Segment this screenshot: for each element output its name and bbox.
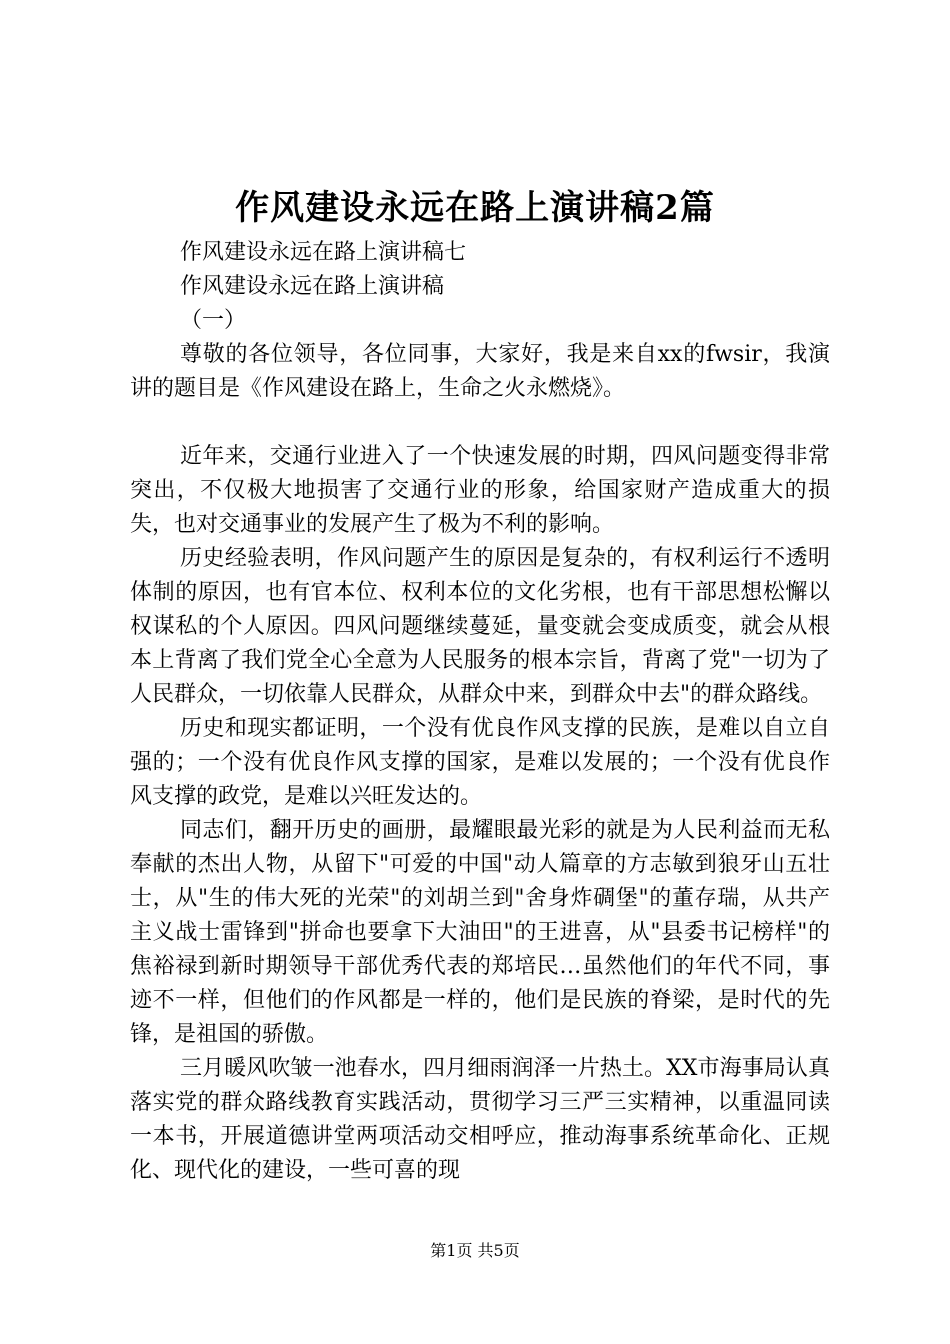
paragraph: 同志们，翻开历史的画册，最耀眼最光彩的就是为人民利益而无私奉献的杰出人物，从留下"可爱的中国"动人篇章的方志敏到狼牙山五壮士，从"生的伟大死的光荣"的刘胡兰到"舍身炸碉堡"的董存瑞，从共产主义战士雷锋到"拼命也要拿下大油田"的王进喜，从"县委书记榜样"的焦裕禄到新时期领导干部优秀代表的郑培民…虽然他们的年代不同，事迹不一样，但他们的作风都是一样的，他们是民族的脊梁，是时代的先锋，是祖国的骄傲。 — [130, 818, 830, 1047]
paragraph: 历史经验表明，作风问题产生的原因是复杂的，有权利运行不透明体制的原因，也有官本位、权利本位的文化劣根，也有干部思想松懈以权谋私的个人原因。四风问题继续蔓延，量变就会变成质变，就会从根本上背离了我们党全心全意为人民服务的根本宗旨，背离了党"一切为了人民群众，一切依靠人民群众，从群众中来，到群众中去"的群众路线。 — [130, 546, 830, 707]
document-title: 作风建设永远在路上演讲稿2篇 — [235, 188, 715, 228]
paragraph-greeting: 尊敬的各位领导，各位同事，大家好，我是来自xx的fwsir，我演讲的题目是《作风建设在路上，生命之火永燃烧》。 — [130, 342, 830, 401]
section-marker: （一） — [180, 308, 247, 333]
subtitle-line: 作风建设永远在路上演讲稿 — [180, 274, 445, 299]
page-footer: 第1页 共5页 — [430, 1241, 520, 1260]
paragraph: 历史和现实都证明，一个没有优良作风支撑的民族，是难以自立自强的；一个没有优良作风支撑的国家，是难以发展的；一个没有优良作风支撑的政党，是难以兴旺发达的。 — [130, 716, 830, 809]
paragraph: 三月暖风吹皱一池春水，四月细雨润泽一片热土。XX市海事局认真落实党的群众路线教育实践活动，贯彻学习三严三实精神，以重温同读一本书，开展道德讲堂两项活动交相呼应，推动海事系统革命化、正规化、现代化的建设，一些可喜的现 — [130, 1056, 830, 1183]
paragraph-gap — [130, 406, 830, 440]
paragraph: 近年来，交通行业进入了一个快速发展的时期，四风问题变得非常突出，不仅极大地损害了交通行业的形象，给国家财产造成重大的损失，也对交通事业的发展产生了极为不利的影响。 — [130, 444, 830, 537]
document-body — [130, 236, 830, 1188]
subtitle-line: 作风建设永远在路上演讲稿七 — [180, 240, 467, 265]
